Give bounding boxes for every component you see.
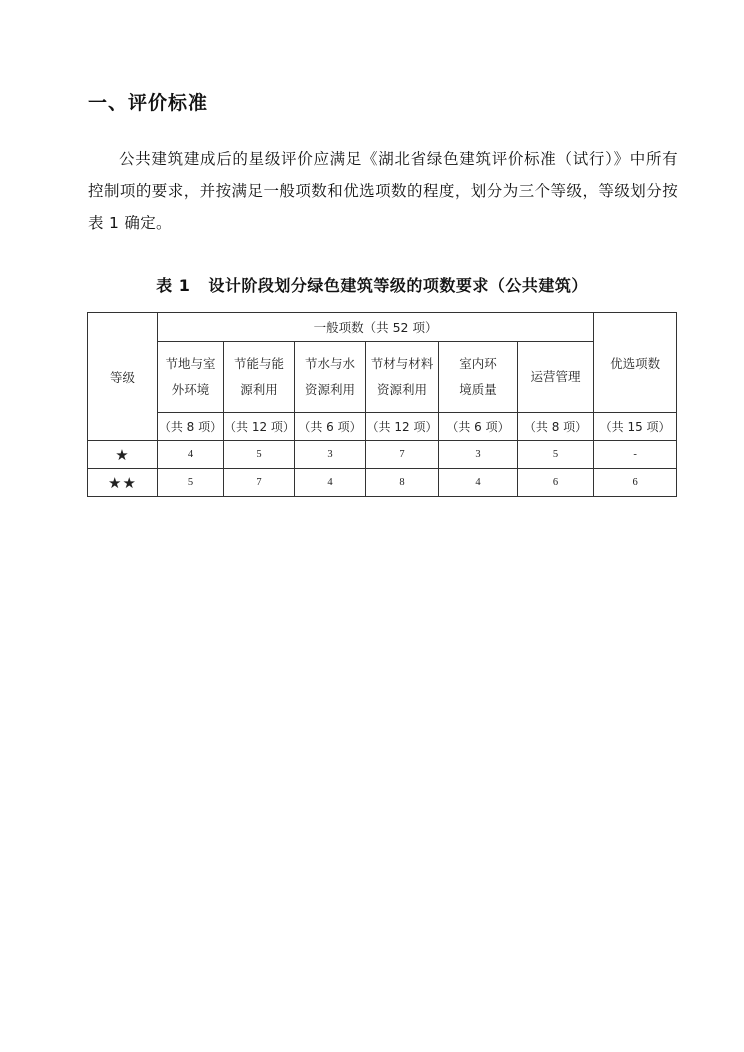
value-cell: 3 bbox=[439, 441, 518, 469]
value-cell: 7 bbox=[224, 469, 295, 497]
table-caption-number: 表 1 bbox=[156, 276, 191, 295]
category-total-cell: （共 12 项） bbox=[224, 413, 295, 441]
value-cell: 3 bbox=[295, 441, 366, 469]
category-total-cell: （共 12 项） bbox=[366, 413, 439, 441]
category-header-cell: 节水与水 资源利用 bbox=[295, 342, 366, 413]
category-header-cell: 节地与室 外环境 bbox=[158, 342, 224, 413]
table-caption-title: 设计阶段划分绿色建筑等级的项数要求（公共建筑） bbox=[208, 276, 588, 295]
category-header-cell: 运营管理 bbox=[518, 342, 594, 413]
category-header-cell: 节能与能 源利用 bbox=[224, 342, 295, 413]
value-cell: 4 bbox=[158, 441, 224, 469]
value-cell: 4 bbox=[295, 469, 366, 497]
section-heading: 一、评价标准 bbox=[88, 92, 209, 114]
value-cell: 5 bbox=[158, 469, 224, 497]
table-caption bbox=[0, 273, 744, 296]
value-cell: 8 bbox=[366, 469, 439, 497]
value-cell: 6 bbox=[518, 469, 594, 497]
grade-star-cell: ★★ bbox=[88, 469, 158, 497]
value-cell: 4 bbox=[439, 469, 518, 497]
value-cell: 5 bbox=[518, 441, 594, 469]
value-cell: 5 bbox=[224, 441, 295, 469]
table-row bbox=[88, 441, 677, 469]
requirements-table bbox=[87, 312, 677, 497]
table-row bbox=[88, 469, 677, 497]
category-header-cell: 室内环 境质量 bbox=[439, 342, 518, 413]
preferred-value-cell: - bbox=[594, 441, 677, 469]
category-total-cell: （共 8 项） bbox=[518, 413, 594, 441]
value-cell: 7 bbox=[366, 441, 439, 469]
grade-header-cell: 等级 bbox=[88, 313, 158, 441]
preferred-value-cell: 6 bbox=[594, 469, 677, 497]
general-items-header-cell: 一般项数（共 52 项） bbox=[158, 313, 594, 342]
category-total-row bbox=[88, 413, 677, 441]
category-total-cell: （共 6 项） bbox=[295, 413, 366, 441]
table-header-row bbox=[88, 313, 677, 342]
category-total-cell: （共 6 项） bbox=[439, 413, 518, 441]
preferred-items-header-cell: 优选项数 bbox=[594, 313, 677, 413]
category-header-row bbox=[88, 342, 677, 413]
body-paragraph: 公共建筑建成后的星级评价应满足《湖北省绿色建筑评价标准（试行）》中所有控制项的要求，并按满足一般项数和优选项数的程度，划分为三个等级，等级划分按表 1 确定。 bbox=[88, 150, 678, 232]
category-total-cell: （共 8 项） bbox=[158, 413, 224, 441]
category-header-cell: 节材与材料 资源利用 bbox=[366, 342, 439, 413]
preferred-total-cell: （共 15 项） bbox=[594, 413, 677, 441]
grade-star-cell: ★ bbox=[88, 441, 158, 469]
